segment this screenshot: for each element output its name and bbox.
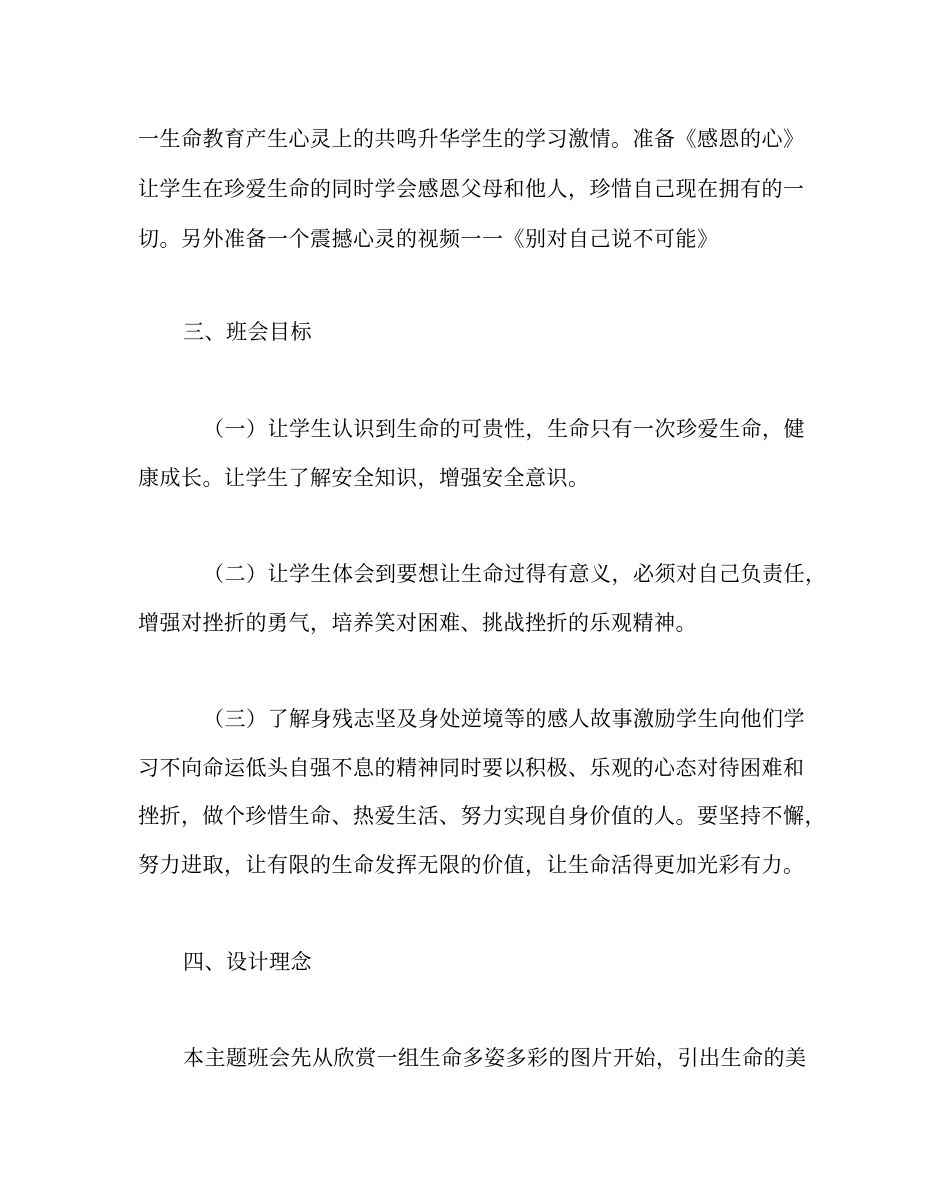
paragraph-line: （三）了解身残志坚及身处逆境等的感人故事激励学生向他们学 (203, 707, 805, 731)
paragraph-line: 习不向命运低头自强不息的精神同时要以积极、乐观的心态对待困难和 (138, 756, 805, 780)
paragraph-line: （一）让学生认识到生命的可贵性，生命只有一次珍爱生命，健 (203, 417, 805, 441)
section-heading-goals: 三、班会目标 (183, 320, 312, 344)
paragraph-line: 切。另外准备一个震撼心灵的视频一一《别对自己说不可能》 (138, 227, 719, 251)
paragraph-line: 挫折，做个珍惜生命、热爱生活、努力实现自身价值的人。要坚持不懈， (138, 804, 826, 828)
paragraph-line: 本主题班会先从欣赏一组生命多姿多彩的图片开始，引出生命的美 (183, 1046, 807, 1070)
paragraph-line: （二）让学生体会到要想让生命过得有意义，必须对自己负责任， (203, 562, 827, 586)
paragraph-line: 努力进取，让有限的生命发挥无限的价值，让生命活得更加光彩有力。 (138, 853, 805, 877)
paragraph-line: 一生命教育产生心灵上的共鸣升华学生的学习激情。准备《感恩的心》 (138, 127, 805, 151)
section-heading-design: 四、设计理念 (183, 950, 312, 974)
paragraph-line: 康成长。让学生了解安全知识，增强安全意识。 (138, 466, 590, 490)
paragraph-line: 增强对挫折的勇气，培养笑对困难、挑战挫折的乐观精神。 (138, 611, 697, 635)
paragraph-line: 让学生在珍爱生命的同时学会感恩父母和他人，珍惜自己现在拥有的一 (138, 177, 805, 201)
